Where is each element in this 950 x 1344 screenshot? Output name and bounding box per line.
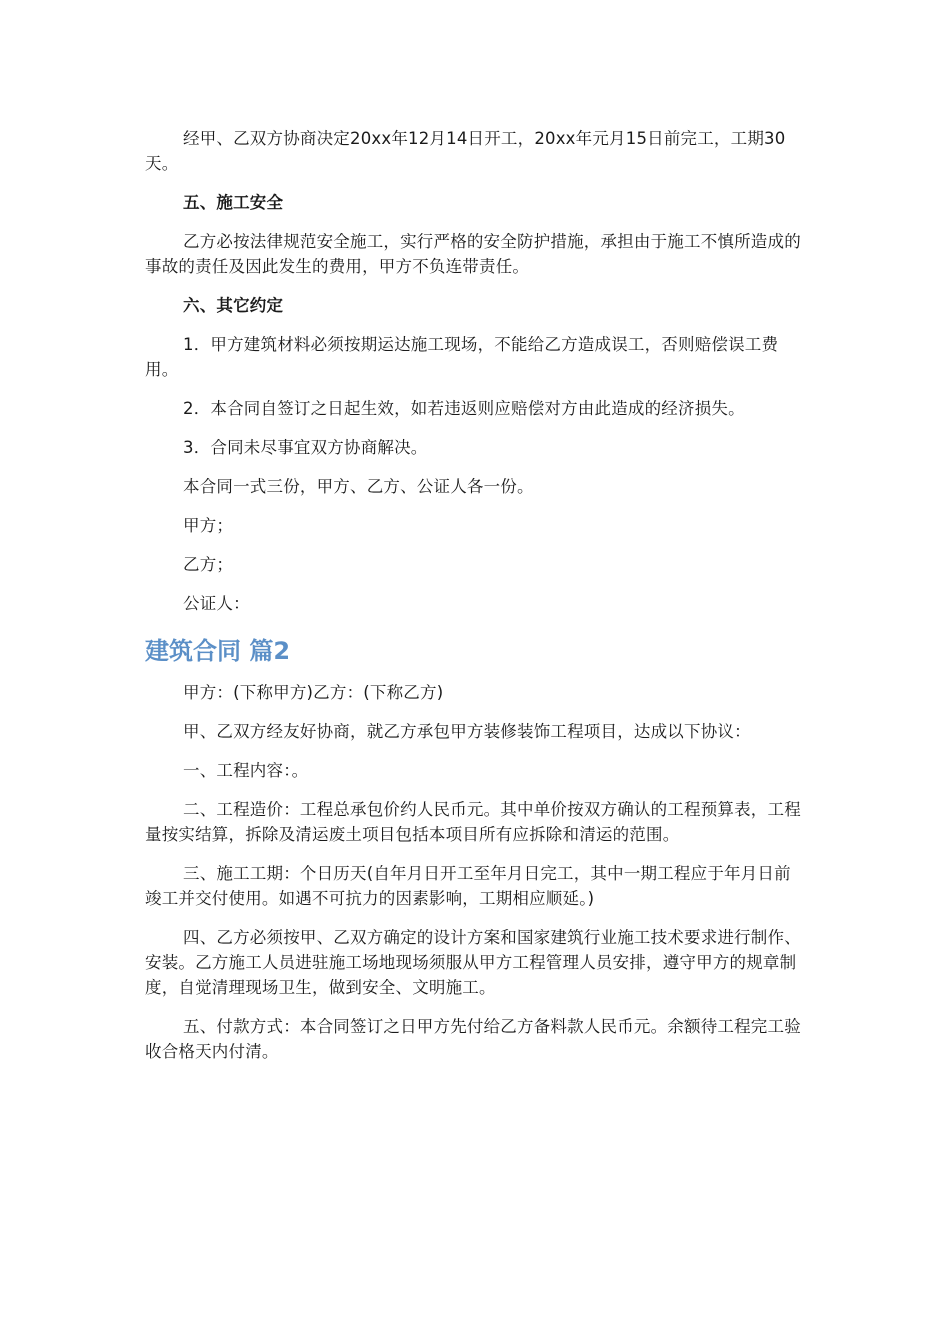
signature-party-a: 甲方； xyxy=(183,516,234,535)
paragraph-safety: 乙方必按法律规范安全施工，实行严格的安全防护措施，承担由于施工不慎所造成的事故的责任及因此发生的费用，甲方不负连带责任。 xyxy=(145,232,801,276)
section-heading-other: 六、其它约定 xyxy=(183,296,284,315)
document-body xyxy=(145,126,807,1078)
section-title: 建筑合同 篇2 xyxy=(145,637,291,665)
paragraph-requirements: 四、乙方必须按甲、乙双方确定的设计方案和国家建筑行业施工技术要求进行制作、安装。乙方施工人员进驻施工场地现场须服从甲方工程管理人员安排，遵守甲方的规章制度，自觉清理现场卫生，做到安全、文明施工。 xyxy=(145,928,801,997)
paragraph-clause-1: 1．甲方建筑材料必须按期运达施工现场，不能给乙方造成误工，否则赔偿误工费用。 xyxy=(145,335,779,379)
signature-party-b: 乙方； xyxy=(183,555,234,574)
paragraph-clause-3: 3．合同未尽事宜双方协商解决。 xyxy=(183,438,428,457)
signature-notary: 公证人： xyxy=(183,594,250,613)
paragraph-schedule: 经甲、乙双方协商决定20xx年12月14日开工，20xx年元月15日前完工，工期30天。 xyxy=(145,129,786,173)
paragraph-copies: 本合同一式三份，甲方、乙方、公证人各一份。 xyxy=(183,477,534,496)
paragraph-period: 三、施工工期：个日历天(自年月日开工至年月日完工，其中一期工程应于年月日前竣工并交付使用。如遇不可抗力的因素影响，工期相应顺延。) xyxy=(145,864,791,908)
paragraph-agreement: 甲、乙双方经友好协商，就乙方承包甲方装修装饰工程项目，达成以下协议： xyxy=(183,722,751,741)
paragraph-payment: 五、付款方式：本合同签订之日甲方先付给乙方备料款人民币元。余额待工程完工验收合格天内付清。 xyxy=(145,1017,801,1061)
paragraph-content: 一、工程内容：。 xyxy=(183,761,309,780)
paragraph-clause-2: 2．本合同自签订之日起生效，如若违返则应赔偿对方由此造成的经济损失。 xyxy=(183,399,745,418)
paragraph-cost: 二、工程造价：工程总承包价约人民币元。其中单价按双方确认的工程预算表，工程量按实结算，拆除及清运废土项目包括本项目所有应拆除和清运的范围。 xyxy=(145,800,801,844)
paragraph-parties: 甲方：(下称甲方)乙方：(下称乙方) xyxy=(183,683,444,702)
section-heading-safety: 五、施工安全 xyxy=(183,193,284,212)
